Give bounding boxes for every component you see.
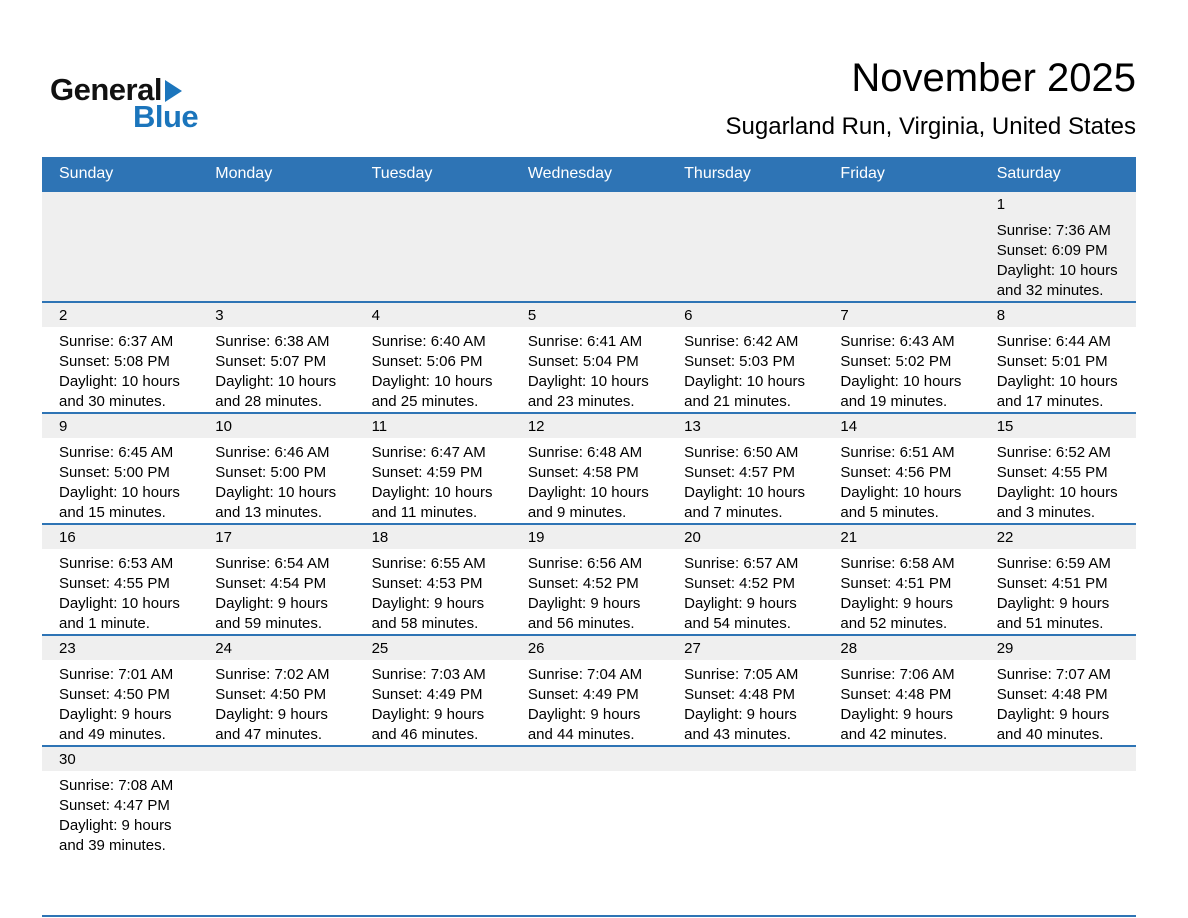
day-number	[355, 192, 511, 216]
day-cell-9	[42, 414, 198, 523]
day-number: 8	[980, 303, 1136, 327]
day-number	[667, 747, 823, 771]
day-details	[198, 549, 354, 634]
empty-cell	[667, 192, 823, 301]
header-title-block	[726, 56, 1136, 141]
day-number: 20	[667, 525, 823, 549]
daylight-text: Daylight: 9 hours	[996, 706, 1110, 723]
day-details	[355, 660, 511, 745]
empty-cell	[198, 192, 354, 301]
daylight-text: Daylight: 10 hours	[371, 484, 493, 501]
sunset-text: Sunset: 5:00 PM	[59, 464, 170, 481]
empty-cell	[198, 747, 354, 915]
day-details	[667, 660, 823, 745]
daylight-text: Daylight: 9 hours	[840, 595, 953, 612]
day-cell-3	[198, 303, 354, 412]
daylight-text: Daylight: 10 hours	[840, 484, 962, 501]
day-cell-15	[980, 414, 1136, 523]
day-number: 24	[198, 636, 354, 660]
daylight-text-cont: and 43 minutes.	[684, 726, 791, 743]
sunset-text: Sunset: 6:09 PM	[996, 242, 1108, 259]
day-cell-30	[42, 747, 198, 915]
day-number: 26	[511, 636, 667, 660]
daylight-text: Daylight: 10 hours	[371, 373, 493, 390]
daylight-text-cont: and 21 minutes.	[684, 393, 791, 410]
day-cell-28	[823, 636, 979, 745]
day-details	[667, 327, 823, 412]
daylight-text-cont: and 19 minutes.	[840, 393, 948, 410]
weekday-header-row	[42, 157, 1136, 190]
daylight-text: Daylight: 10 hours	[996, 373, 1118, 390]
day-details	[980, 216, 1136, 301]
sunrise-text: Sunrise: 6:48 AM	[527, 444, 643, 461]
sunrise-text: Sunrise: 6:51 AM	[840, 444, 955, 461]
sunrise-text: Sunrise: 7:05 AM	[684, 666, 799, 683]
week-row-6	[42, 745, 1136, 915]
weekday-header-saturday: Saturday	[996, 165, 1061, 182]
sunrise-text: Sunrise: 7:03 AM	[371, 666, 486, 683]
daylight-text: Daylight: 10 hours	[59, 373, 180, 390]
day-cell-5	[511, 303, 667, 412]
day-cell-13	[667, 414, 823, 523]
day-cell-26	[511, 636, 667, 745]
daylight-text-cont: and 32 minutes.	[996, 282, 1104, 299]
day-details	[198, 660, 354, 745]
day-details	[355, 327, 511, 412]
day-cell-19	[511, 525, 667, 634]
sunset-text: Sunset: 4:48 PM	[684, 686, 796, 703]
day-cell-4	[355, 303, 511, 412]
sunrise-text: Sunrise: 6:54 AM	[215, 555, 330, 572]
day-number: 7	[823, 303, 979, 327]
daylight-text-cont: and 46 minutes.	[371, 726, 479, 743]
day-cell-1	[980, 192, 1136, 301]
sunrise-text: Sunrise: 6:58 AM	[840, 555, 955, 572]
daylight-text: Daylight: 10 hours	[59, 484, 180, 501]
daylight-text-cont: and 3 minutes.	[996, 504, 1096, 521]
daylight-text: Daylight: 9 hours	[996, 595, 1110, 612]
page-title: November 2025	[851, 56, 1136, 100]
daylight-text: Daylight: 9 hours	[684, 595, 797, 612]
daylight-text-cont: and 47 minutes.	[215, 726, 323, 743]
daylight-text-cont: and 23 minutes.	[527, 393, 635, 410]
day-details	[198, 438, 354, 523]
empty-cell	[980, 747, 1136, 915]
daylight-text-cont: and 7 minutes.	[684, 504, 783, 521]
day-details	[823, 327, 979, 412]
week-row-1	[42, 190, 1136, 301]
logo-text-blue: Blue	[133, 99, 199, 134]
daylight-text-cont: and 13 minutes.	[215, 504, 323, 521]
empty-cell	[355, 192, 511, 301]
day-number: 29	[980, 636, 1136, 660]
weekday-header-sunday: Sunday	[59, 165, 114, 182]
day-number	[198, 192, 354, 216]
sunrise-text: Sunrise: 7:36 AM	[996, 222, 1111, 239]
day-cell-21	[823, 525, 979, 634]
daylight-text-cont: and 56 minutes.	[527, 615, 635, 632]
day-cell-23	[42, 636, 198, 745]
sunset-text: Sunset: 4:55 PM	[996, 464, 1108, 481]
daylight-text-cont: and 1 minute.	[59, 615, 150, 632]
day-number	[511, 747, 667, 771]
day-cell-2	[42, 303, 198, 412]
day-cell-12	[511, 414, 667, 523]
weekday-header-thursday: Thursday	[684, 165, 751, 182]
day-number: 21	[823, 525, 979, 549]
sunset-text: Sunset: 4:49 PM	[371, 686, 483, 703]
sunset-text: Sunset: 4:50 PM	[215, 686, 327, 703]
day-details	[42, 549, 198, 634]
day-number: 22	[980, 525, 1136, 549]
sunrise-text: Sunrise: 6:55 AM	[371, 555, 486, 572]
sunset-text: Sunset: 5:02 PM	[840, 353, 952, 370]
day-number	[823, 192, 979, 216]
daylight-text: Daylight: 9 hours	[59, 817, 172, 834]
sunrise-text: Sunrise: 7:01 AM	[59, 666, 174, 683]
day-details	[980, 549, 1136, 634]
general-blue-logo	[50, 72, 198, 135]
day-number: 4	[355, 303, 511, 327]
day-details	[823, 549, 979, 634]
daylight-text: Daylight: 10 hours	[996, 262, 1118, 279]
day-number: 15	[980, 414, 1136, 438]
sunrise-text: Sunrise: 6:44 AM	[996, 333, 1111, 350]
daylight-text: Daylight: 10 hours	[840, 373, 962, 390]
day-cell-20	[667, 525, 823, 634]
daylight-text-cont: and 42 minutes.	[840, 726, 948, 743]
day-number	[355, 747, 511, 771]
day-number: 1	[980, 192, 1136, 216]
day-cell-16	[42, 525, 198, 634]
daylight-text: Daylight: 10 hours	[215, 484, 337, 501]
sunrise-text: Sunrise: 6:45 AM	[59, 444, 174, 461]
day-number: 10	[198, 414, 354, 438]
daylight-text: Daylight: 10 hours	[684, 484, 806, 501]
daylight-text: Daylight: 9 hours	[59, 706, 172, 723]
daylight-text-cont: and 40 minutes.	[996, 726, 1104, 743]
daylight-text-cont: and 5 minutes.	[840, 504, 939, 521]
day-number: 11	[355, 414, 511, 438]
day-number	[980, 747, 1136, 771]
sunrise-text: Sunrise: 6:47 AM	[371, 444, 486, 461]
week-row-5	[42, 634, 1136, 745]
daylight-text: Daylight: 10 hours	[527, 484, 649, 501]
sunset-text: Sunset: 4:51 PM	[840, 575, 952, 592]
sunrise-text: Sunrise: 6:37 AM	[59, 333, 174, 350]
daylight-text-cont: and 52 minutes.	[840, 615, 948, 632]
daylight-text-cont: and 30 minutes.	[59, 393, 166, 410]
weekday-header-tuesday: Tuesday	[371, 165, 433, 182]
week-row-4	[42, 523, 1136, 634]
calendar	[42, 157, 1136, 917]
sunrise-text: Sunrise: 6:41 AM	[527, 333, 643, 350]
day-number	[198, 747, 354, 771]
day-number: 12	[511, 414, 667, 438]
sunrise-text: Sunrise: 6:59 AM	[996, 555, 1111, 572]
day-number: 27	[667, 636, 823, 660]
sunset-text: Sunset: 4:55 PM	[59, 575, 170, 592]
empty-cell	[511, 747, 667, 915]
day-details	[42, 771, 198, 856]
day-number: 28	[823, 636, 979, 660]
week-row-2	[42, 301, 1136, 412]
daylight-text-cont: and 58 minutes.	[371, 615, 479, 632]
sunrise-text: Sunrise: 6:50 AM	[684, 444, 799, 461]
day-number: 19	[511, 525, 667, 549]
day-cell-10	[198, 414, 354, 523]
sunset-text: Sunset: 5:06 PM	[371, 353, 483, 370]
sunrise-text: Sunrise: 7:02 AM	[215, 666, 330, 683]
daylight-text: Daylight: 10 hours	[684, 373, 806, 390]
daylight-text-cont: and 17 minutes.	[996, 393, 1104, 410]
day-details	[42, 660, 198, 745]
weekday-header-friday: Friday	[840, 165, 885, 182]
daylight-text: Daylight: 10 hours	[59, 595, 180, 612]
day-cell-18	[355, 525, 511, 634]
day-cell-11	[355, 414, 511, 523]
day-cell-14	[823, 414, 979, 523]
week-row-3	[42, 412, 1136, 523]
empty-cell	[823, 192, 979, 301]
day-cell-6	[667, 303, 823, 412]
day-number	[823, 747, 979, 771]
daylight-text: Daylight: 10 hours	[527, 373, 649, 390]
sunset-text: Sunset: 4:47 PM	[59, 797, 170, 814]
daylight-text-cont: and 39 minutes.	[59, 837, 166, 854]
day-cell-8	[980, 303, 1136, 412]
sunset-text: Sunset: 4:52 PM	[684, 575, 796, 592]
sunset-text: Sunset: 4:52 PM	[527, 575, 639, 592]
daylight-text-cont: and 44 minutes.	[527, 726, 635, 743]
daylight-text-cont: and 51 minutes.	[996, 615, 1104, 632]
daylight-text-cont: and 59 minutes.	[215, 615, 323, 632]
sunrise-text: Sunrise: 6:38 AM	[215, 333, 330, 350]
sunrise-text: Sunrise: 6:57 AM	[684, 555, 799, 572]
daylight-text: Daylight: 9 hours	[527, 595, 641, 612]
day-number: 18	[355, 525, 511, 549]
sunset-text: Sunset: 4:48 PM	[996, 686, 1108, 703]
day-number: 30	[42, 747, 198, 771]
day-details	[42, 327, 198, 412]
empty-cell	[42, 192, 198, 301]
sunrise-text: Sunrise: 6:42 AM	[684, 333, 799, 350]
daylight-text-cont: and 11 minutes.	[371, 504, 478, 521]
sunset-text: Sunset: 5:07 PM	[215, 353, 327, 370]
sunrise-text: Sunrise: 7:06 AM	[840, 666, 955, 683]
sunset-text: Sunset: 4:57 PM	[684, 464, 796, 481]
sunset-text: Sunset: 5:04 PM	[527, 353, 639, 370]
sunrise-text: Sunrise: 7:04 AM	[527, 666, 643, 683]
sunrise-text: Sunrise: 7:08 AM	[59, 777, 174, 794]
daylight-text: Daylight: 9 hours	[371, 595, 485, 612]
day-number: 3	[198, 303, 354, 327]
daylight-text: Daylight: 9 hours	[840, 706, 953, 723]
day-number: 9	[42, 414, 198, 438]
day-details	[511, 438, 667, 523]
day-number: 17	[198, 525, 354, 549]
weekday-header-wednesday: Wednesday	[527, 165, 613, 182]
empty-cell	[511, 192, 667, 301]
daylight-text-cont: and 15 minutes.	[59, 504, 166, 521]
day-cell-29	[980, 636, 1136, 745]
day-details	[823, 660, 979, 745]
day-number	[511, 192, 667, 216]
day-number	[42, 192, 198, 216]
day-number: 23	[42, 636, 198, 660]
daylight-text-cont: and 28 minutes.	[215, 393, 323, 410]
day-details	[355, 438, 511, 523]
day-cell-22	[980, 525, 1136, 634]
empty-cell	[667, 747, 823, 915]
day-cell-27	[667, 636, 823, 745]
day-number: 5	[511, 303, 667, 327]
day-details	[667, 549, 823, 634]
calendar-weeks	[42, 190, 1136, 917]
logo-text-general: General	[50, 72, 162, 107]
sunrise-text: Sunrise: 6:40 AM	[371, 333, 486, 350]
day-number	[667, 192, 823, 216]
day-number: 2	[42, 303, 198, 327]
empty-cell	[355, 747, 511, 915]
sunset-text: Sunset: 4:56 PM	[840, 464, 952, 481]
sunrise-text: Sunrise: 6:43 AM	[840, 333, 955, 350]
sunset-text: Sunset: 4:53 PM	[371, 575, 483, 592]
sunset-text: Sunset: 5:08 PM	[59, 353, 170, 370]
day-details	[42, 438, 198, 523]
sunset-text: Sunset: 4:54 PM	[215, 575, 327, 592]
day-number: 14	[823, 414, 979, 438]
day-number: 13	[667, 414, 823, 438]
day-details	[980, 327, 1136, 412]
daylight-text: Daylight: 9 hours	[371, 706, 485, 723]
day-details	[511, 327, 667, 412]
daylight-text: Daylight: 9 hours	[684, 706, 797, 723]
sunset-text: Sunset: 4:48 PM	[840, 686, 952, 703]
day-details	[667, 438, 823, 523]
day-details	[198, 327, 354, 412]
sunrise-text: Sunrise: 6:53 AM	[59, 555, 174, 572]
sunrise-text: Sunrise: 6:46 AM	[215, 444, 330, 461]
daylight-text-cont: and 25 minutes.	[371, 393, 479, 410]
day-details	[980, 438, 1136, 523]
day-details	[511, 549, 667, 634]
daylight-text: Daylight: 10 hours	[996, 484, 1118, 501]
day-details	[980, 660, 1136, 745]
weekday-header-monday: Monday	[215, 165, 273, 182]
daylight-text: Daylight: 9 hours	[215, 706, 328, 723]
daylight-text: Daylight: 10 hours	[215, 373, 337, 390]
sunset-text: Sunset: 4:49 PM	[527, 686, 639, 703]
day-details	[823, 438, 979, 523]
daylight-text: Daylight: 9 hours	[527, 706, 641, 723]
sunset-text: Sunset: 5:00 PM	[215, 464, 327, 481]
day-number: 6	[667, 303, 823, 327]
sunrise-text: Sunrise: 7:07 AM	[996, 666, 1111, 683]
sunrise-text: Sunrise: 6:52 AM	[996, 444, 1111, 461]
daylight-text-cont: and 9 minutes.	[527, 504, 627, 521]
day-details	[511, 660, 667, 745]
day-cell-17	[198, 525, 354, 634]
empty-cell	[823, 747, 979, 915]
sunset-text: Sunset: 5:01 PM	[996, 353, 1108, 370]
sunrise-text: Sunrise: 6:56 AM	[527, 555, 643, 572]
daylight-text: Daylight: 9 hours	[215, 595, 328, 612]
sunset-text: Sunset: 4:51 PM	[996, 575, 1108, 592]
day-cell-7	[823, 303, 979, 412]
location-subtitle: Sugarland Run, Virginia, United States	[725, 113, 1136, 140]
sunset-text: Sunset: 4:59 PM	[371, 464, 483, 481]
sunset-text: Sunset: 5:03 PM	[684, 353, 796, 370]
day-number: 25	[355, 636, 511, 660]
day-details	[355, 549, 511, 634]
day-cell-25	[355, 636, 511, 745]
day-cell-24	[198, 636, 354, 745]
day-number: 16	[42, 525, 198, 549]
sunset-text: Sunset: 4:50 PM	[59, 686, 170, 703]
sunset-text: Sunset: 4:58 PM	[527, 464, 639, 481]
daylight-text-cont: and 54 minutes.	[684, 615, 791, 632]
daylight-text-cont: and 49 minutes.	[59, 726, 166, 743]
